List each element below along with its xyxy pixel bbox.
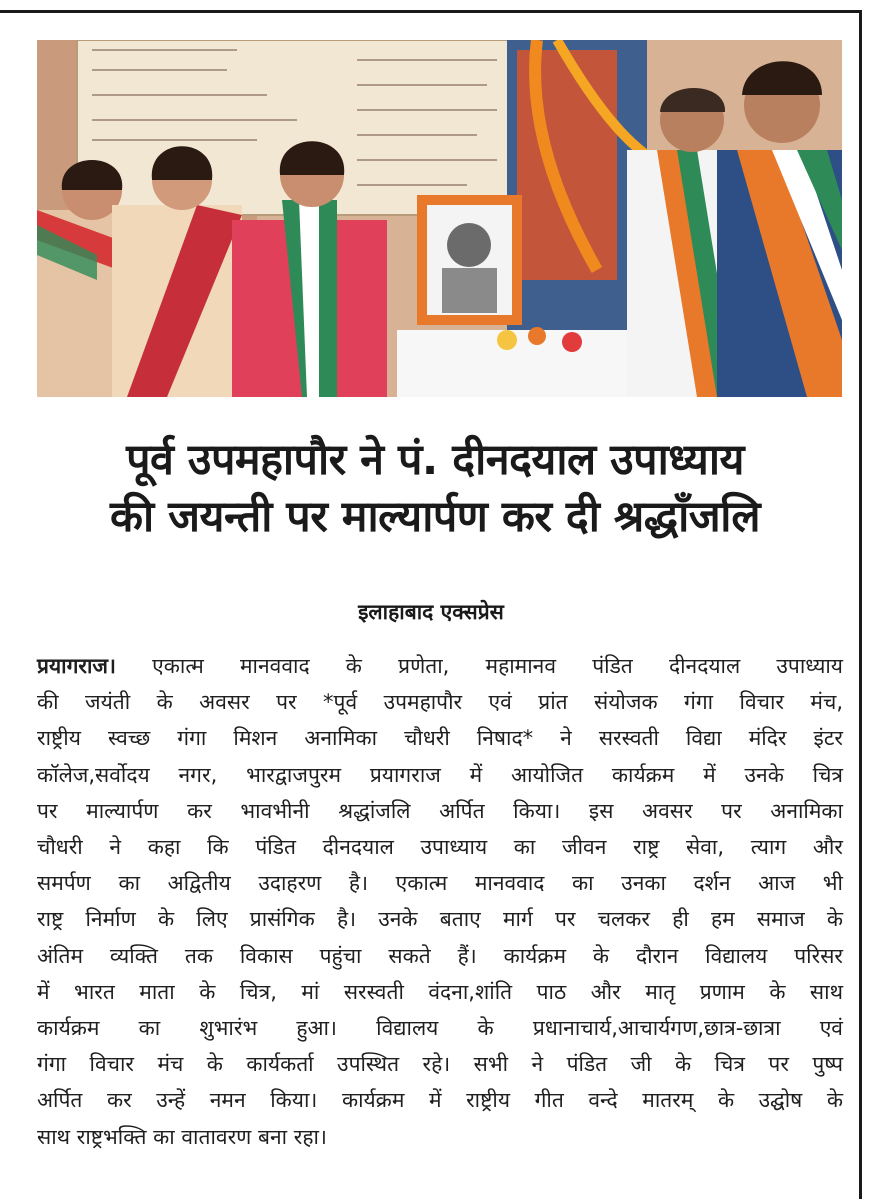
article-line: राष्ट्र निर्माण के लिए प्रासंगिक है। उनके बताए मार्ग पर चलकर ही हम समाज के bbox=[37, 907, 843, 932]
article-body bbox=[37, 648, 843, 1155]
article-line: कार्यक्रम का शुभारंभ हुआ। विद्यालय के प्रधानाचार्य,आचार्यगण,छात्र-छात्रा एवं bbox=[37, 1016, 843, 1041]
article-line: समर्पण का अद्वितीय उदाहरण है। एकात्म मानववाद का उनका दर्शन आज भी bbox=[37, 871, 843, 896]
article-line: में भारत माता के चित्र, मां सरस्वती वंदना,शांति पाठ और मातृ प्रणाम के साथ bbox=[37, 979, 843, 1004]
article-line: अंतिम व्यक्ति तक विकास पहुंचा सकते हैं। कार्यक्रम के दौरान विद्यालय परिसर bbox=[37, 943, 843, 968]
dateline: प्रयागराज। bbox=[37, 654, 116, 678]
article-line: चौधरी ने कहा कि पंडित दीनदयाल उपाध्याय का जीवन राष्ट्र सेवा, त्याग और bbox=[37, 835, 843, 860]
article-line: की जयंती के अवसर पर *पूर्व उपमहापौर एवं प्रांत संयोजक गंगा विचार मंच, bbox=[37, 690, 843, 715]
headline bbox=[20, 432, 850, 546]
headline-line-1: पूर्व उपमहापौर ने पं. दीनदयाल उपाध्याय bbox=[126, 435, 744, 485]
article-line: राष्ट्रीय स्वच्छ गंगा मिशन अनामिका चौधरी निषाद* ने सरस्वती विद्या मंदिर इंटर bbox=[37, 726, 843, 751]
source-credit: इलाहाबाद एक्सप्रेस bbox=[358, 600, 504, 624]
article-line: साथ राष्ट्रभक्ति का वातावरण बना रहा। bbox=[37, 1124, 327, 1149]
article-line: कॉलेज,सर्वोदय नगर, भारद्वाजपुरम प्रयागराज में आयोजित कार्यक्रम में उनके चित्र bbox=[37, 762, 843, 787]
event-photo bbox=[37, 40, 842, 397]
article-line: पर माल्यार्पण कर भावभीनी श्रद्धांजलि अर्पित किया। इस अवसर पर अनामिका bbox=[37, 798, 843, 823]
article-line: अर्पित कर उन्हें नमन किया। कार्यक्रम में राष्ट्रीय गीत वन्दे मातरम् के उद्घोष के bbox=[37, 1088, 843, 1113]
article-line: गंगा विचार मंच के कार्यकर्ता उपस्थित रहे। सभी ने पंडित जी के चित्र पर पुष्प bbox=[37, 1052, 843, 1077]
headline-line-2: की जयन्ती पर माल्यार्पण कर दी श्रद्धाँजलि bbox=[109, 492, 761, 542]
top-rule bbox=[0, 10, 862, 13]
article-line bbox=[37, 648, 843, 684]
article-line-1-text: एकात्म मानववाद के प्रणेता, महामानव पंडित दीनदयाल उपाध्याय bbox=[115, 654, 843, 678]
